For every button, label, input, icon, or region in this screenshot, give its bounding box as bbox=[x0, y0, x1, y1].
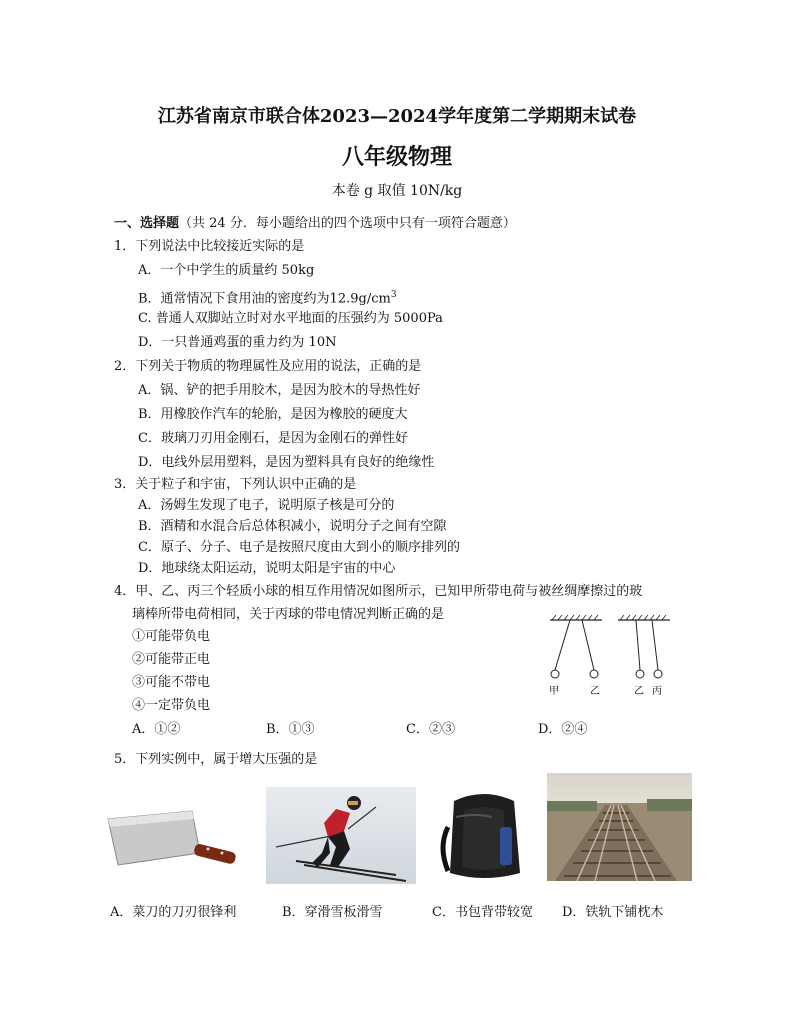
exam-note: 本卷 g 取值 10N/kg bbox=[331, 183, 463, 199]
q1-option-a: A．一个中学生的质量约 50kg bbox=[138, 263, 315, 278]
label-jia: 甲 bbox=[549, 686, 559, 697]
q1-option-b bbox=[138, 286, 397, 308]
figure-right-pair bbox=[618, 615, 670, 678]
skier-image bbox=[266, 787, 416, 884]
q1-option-b-text: B．通常情况下食用油的密度约为12.9g/cm bbox=[138, 291, 391, 307]
q4-option-b: B．①③ bbox=[266, 722, 315, 737]
q1-stem: 1．下列说法中比较接近实际的是 bbox=[114, 239, 305, 254]
q4-stem-line2: 璃棒所带电荷相同，关于丙球的带电情况判断正确的是 bbox=[132, 607, 445, 622]
label-yi-2: 乙 bbox=[634, 686, 644, 697]
q4-hanging-balls-figure bbox=[540, 612, 680, 704]
q5-stem: 5．下列实例中，属于增大压强的是 bbox=[114, 752, 318, 767]
q5-option-b: B．穿滑雪板滑雪 bbox=[282, 905, 383, 920]
q4-option-d: D．②④ bbox=[538, 722, 588, 737]
q1-option-c: C. 普通人双脚站立时对水平地面的压强约为 5000Pa bbox=[138, 311, 443, 326]
q3-option-c: C．原子、分子、电子是按照尺度由大到小的顺序排列的 bbox=[138, 540, 460, 555]
backpack-image bbox=[434, 787, 534, 884]
q5-option-d: D．铁轨下铺枕木 bbox=[562, 905, 664, 920]
section-heading bbox=[114, 212, 516, 231]
q3-option-b: B．酒精和水混合后总体积减小，说明分子之间有空隙 bbox=[138, 519, 447, 534]
railway-tracks-image bbox=[547, 773, 692, 881]
q5-option-c: C．书包背带较宽 bbox=[432, 905, 533, 920]
section-title: 一、选择题 bbox=[114, 216, 180, 231]
label-bing: 丙 bbox=[652, 686, 662, 697]
q4-statement-3: ③可能不带电 bbox=[132, 675, 211, 690]
q2-option-d: D．电线外层用塑料，是因为塑料具有良好的绝缘性 bbox=[138, 455, 435, 470]
ball-yi-right-icon bbox=[636, 670, 644, 678]
cleaver-knife-image bbox=[104, 805, 244, 875]
q2-option-c: C．玻璃刀刃用金刚石，是因为金刚石的弹性好 bbox=[138, 431, 408, 446]
q4-option-c: C．②③ bbox=[406, 722, 455, 737]
q1-option-d: D．一只普通鸡蛋的重力约为 10N bbox=[138, 335, 337, 350]
q2-option-a: A．锅、铲的把手用胶木，是因为胶木的导热性好 bbox=[138, 383, 421, 398]
q4-stem-line1: 4．甲、乙、丙三个轻质小球的相互作用情况如图所示，已知甲所带电荷与被丝绸摩擦过的玻 bbox=[114, 584, 643, 599]
q3-option-d: D．地球绕太阳运动，说明太阳是宇宙的中心 bbox=[138, 561, 396, 576]
ball-yi-left-icon bbox=[590, 670, 598, 678]
label-yi-1: 乙 bbox=[590, 686, 600, 697]
ball-jia-icon bbox=[551, 670, 559, 678]
q2-stem: 2．下列关于物质的物理属性及应用的说法，正确的是 bbox=[114, 359, 422, 374]
q3-stem: 3．关于粒子和宇宙，下列认识中正确的是 bbox=[114, 477, 357, 492]
q4-statement-1: ①可能带负电 bbox=[132, 629, 211, 644]
q4-statement-2: ②可能带正电 bbox=[132, 652, 211, 667]
q2-option-b: B．用橡胶作汽车的轮胎，是因为橡胶的硬度大 bbox=[138, 407, 408, 422]
q4-option-a: A．①② bbox=[132, 722, 181, 737]
section-desc: （共 24 分．每小题给出的四个选项中只有一项符合题意） bbox=[179, 216, 516, 231]
figure-left-pair bbox=[550, 615, 602, 678]
exam-title: 江苏省南京市联合体2023—2024学年度第二学期期末试卷 bbox=[157, 106, 637, 127]
q5-option-a: A．菜刀的刀刃很锋利 bbox=[110, 905, 237, 920]
q1-option-b-sup: 3 bbox=[390, 290, 397, 300]
exam-subtitle: 八年级物理 bbox=[341, 144, 452, 170]
ball-bing-icon bbox=[654, 670, 662, 678]
q3-option-a: A．汤姆生发现了电子，说明原子核是可分的 bbox=[138, 498, 395, 513]
q4-statement-4: ④一定带负电 bbox=[132, 698, 211, 713]
